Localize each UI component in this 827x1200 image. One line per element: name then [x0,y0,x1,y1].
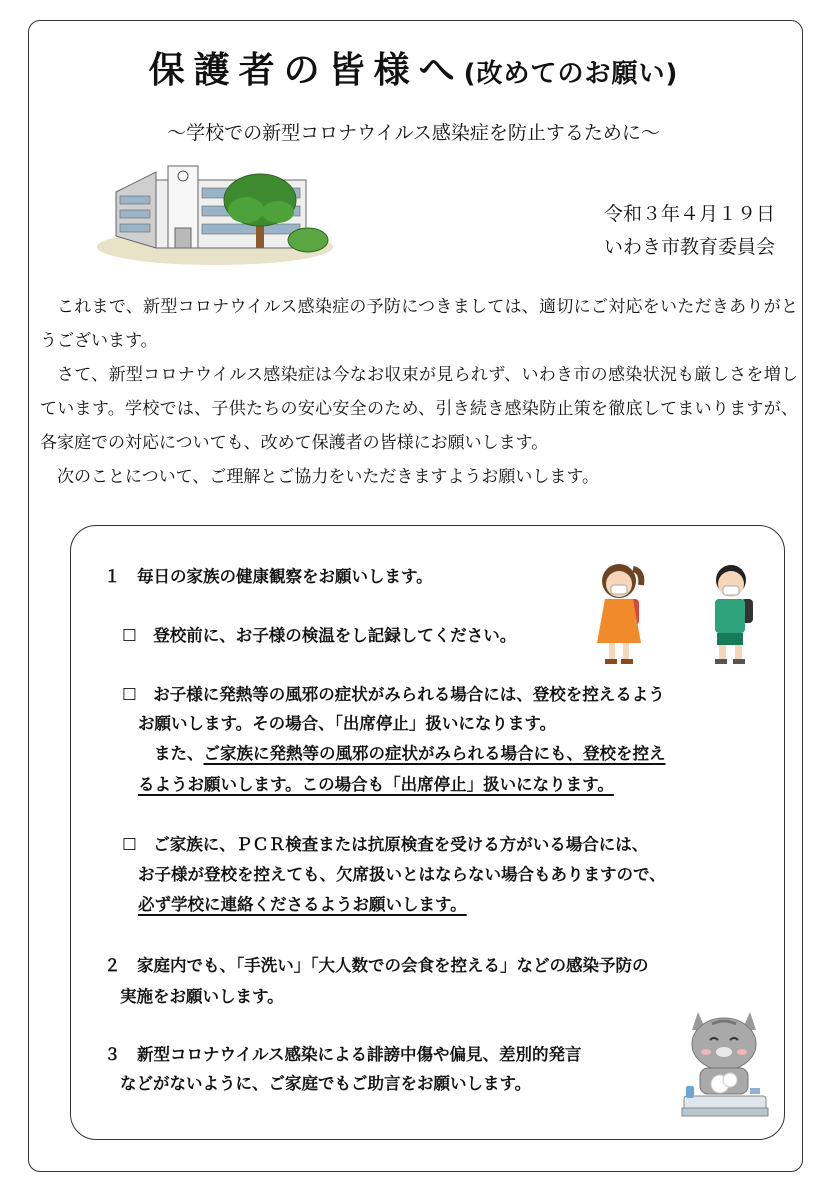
item1-check-family-line2: るようお願いします。この場合も「出席停止」扱いになります。 [138,775,614,794]
intro-text [40,290,798,494]
item1-check-pcr-line2: お子様が登校を控えても、欠席扱いとはならない場合もありますので、 [138,865,666,884]
item1-heading: １ 毎日の家族の健康観察をお願いします。 [104,567,433,586]
issuer: いわき市教育委員会 [603,236,775,258]
item1-check-pcr-line3: 必ず学校に連絡くださるようお願いします。 [138,895,467,914]
item3-line1: ３ 新型コロナウイルス感染による誹謗中傷や偏見、差別的発言 [104,1045,582,1064]
item1-check-family-line1 [154,738,666,769]
item1-check-pcr-line1: ☐ ご家族に、ＰＣＲ検査または抗原検査を受ける方がいる場合には、 [122,835,649,854]
title-sub: (改めてのお願い) [463,59,679,89]
subtitle: ～学校での新型コロナウイルス感染症を防止するために～ [167,122,660,144]
title-main: 保護者の皆様へ [148,50,464,91]
item1-check-temperature: ☐ 登校前に、お子様の検温をし記録してください。 [122,626,517,645]
item2-line1: ２ 家庭内でも、「手洗い」「大人数での会食を控える」などの感染予防の [104,956,649,975]
page-title [0,42,827,93]
intro-paragraph: これまで、新型コロナウイルス感染症の予防につきましては、適切にご対応をいただきありがとうございます。 [40,297,798,351]
item1-family-lead: また、 [154,744,204,763]
item1-check-symptoms-line1: ☐ お子様に発熱等の風邪の症状がみられる場合には、登校を控えるよう [122,685,665,704]
masked-children-illustration [595,555,765,673]
item2-line2: 実施をお願いします。 [120,987,284,1006]
item1-check-symptoms-line2: お願いします。その場合、「出席停止」扱いになります。 [138,714,557,733]
item1-family-underlined: ご家族に発熱等の風邪の症状がみられる場合にも、登校を控え [203,744,666,763]
cat-handwashing-illustration [676,1000,772,1122]
item3-line2: などがないように、ご家庭でもご助言をお願いします。 [120,1074,532,1093]
issue-date: 令和３年４月１９日 [603,203,775,225]
intro-paragraph: 次のことについて、ご理解とご協力をいただきますようお願いします。 [57,467,599,487]
intro-paragraph: さて、新型コロナウイルス感染症は今なお収束が見られず、いわき市の感染状況も厳しさを増しています。学校では、子供たちの安心安全のため、引き続き感染防止策を徹底してまいりますが、各家庭での対応についても、改めて保護者の皆様にお願いします。 [40,365,798,453]
date-block [604,198,775,264]
school-building-illustration [96,152,334,267]
